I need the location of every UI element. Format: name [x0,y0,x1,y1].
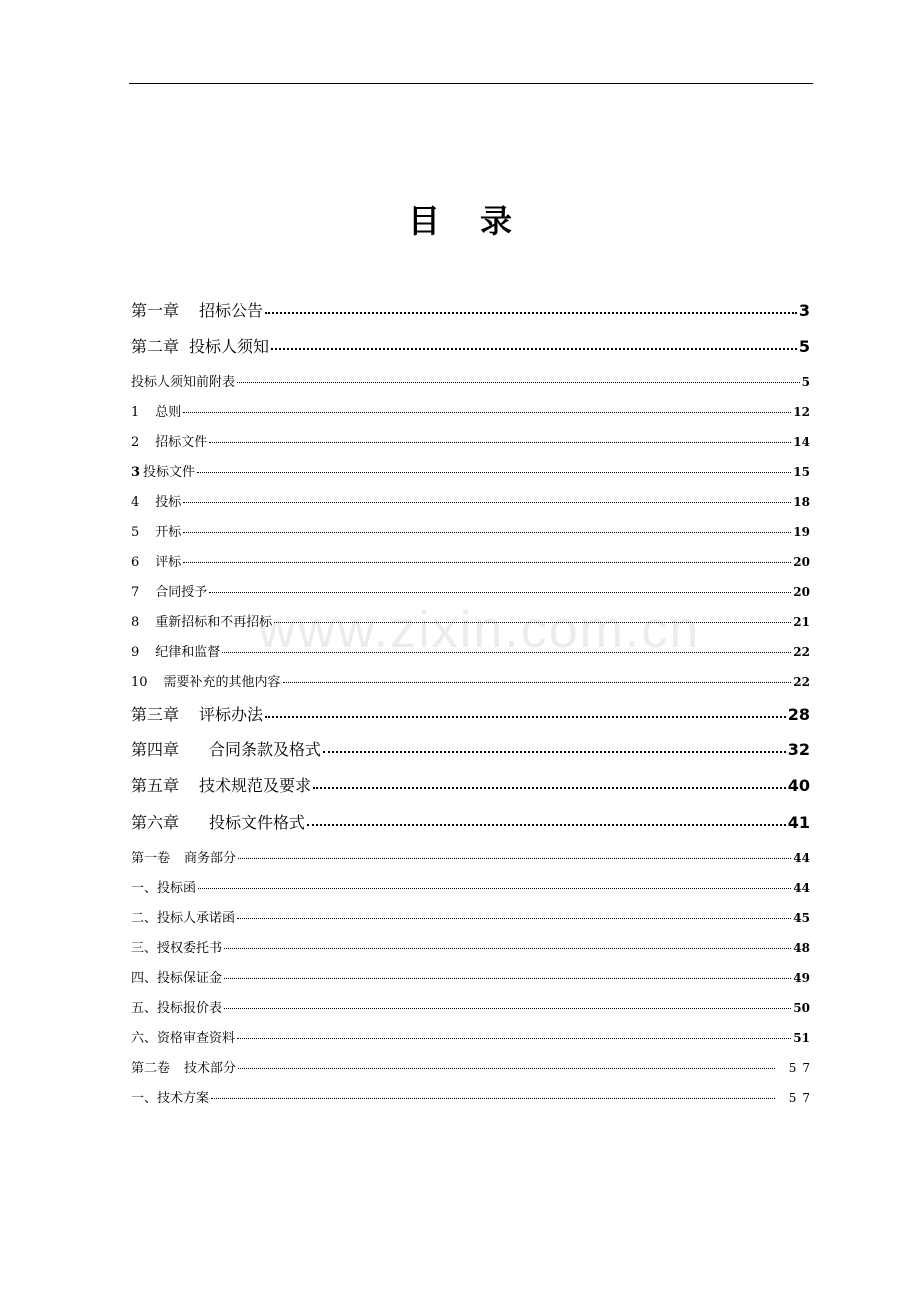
toc-label: 投标 [155,495,182,510]
toc-entry[interactable] [131,641,810,660]
toc-page: 22 [793,675,810,689]
toc-leader [183,412,791,413]
toc-label: 重新招标和不再招标 [155,615,273,630]
toc-page: 15 [793,465,810,479]
toc-leader [237,382,800,383]
toc-label: 商务部分 [184,851,237,866]
toc-entry[interactable] [131,491,810,510]
toc-leader [222,652,791,653]
toc-page: 57 [788,1091,816,1105]
toc-label: 开标 [155,525,182,540]
toc-leader [265,716,786,718]
toc-entry[interactable] [131,401,810,420]
toc-entry[interactable] [131,671,810,690]
toc-page: 3 [798,301,810,320]
toc-entry[interactable] [131,611,810,630]
toc-page: 19 [793,525,810,539]
toc-label: 一、投标函 [131,881,197,896]
page-title [0,196,920,242]
toc-number: 9 [131,645,140,660]
toc-page: 49 [793,971,810,985]
title-char-2: 录 [480,202,513,240]
toc-label: 招标公告 [199,301,264,320]
toc-label: 评标 [155,555,182,570]
toc-page: 18 [793,495,810,509]
toc-leader [307,824,786,826]
toc-entry[interactable] [131,551,810,570]
toc-entry[interactable] [131,371,810,390]
toc-leader [198,888,791,889]
toc-page: 44 [793,851,810,865]
toc-label: 五、投标报价表 [131,1001,223,1016]
toc-entry[interactable] [131,877,810,896]
toc-entry-chapter-3[interactable] [131,702,810,725]
toc-label: 技术规范及要求 [199,776,312,795]
toc-leader [209,442,791,443]
toc-number: 5 [131,525,140,540]
toc-entry[interactable] [131,907,810,926]
toc-number: 10 [131,675,148,690]
toc-label: 三、授权委托书 [131,941,223,956]
header-rule [129,83,813,84]
toc-entry-chapter-4[interactable] [131,737,810,760]
toc-leader [209,592,791,593]
toc-page: 45 [793,911,810,925]
toc-number: 6 [131,555,140,570]
toc-label: 一、技术方案 [131,1091,210,1106]
toc-page: 44 [793,881,810,895]
toc-entry[interactable] [131,1087,816,1106]
toc-page: 14 [793,435,810,449]
toc-label: 六、资格审查资料 [131,1031,236,1046]
toc-page: 21 [793,615,810,629]
toc-number: 第三章 [131,705,180,724]
toc-number: 7 [131,585,140,600]
toc-entry[interactable] [131,521,810,540]
toc-number: 8 [131,615,140,630]
toc-leader [183,562,791,563]
toc-entry[interactable] [131,581,810,600]
toc-number: 第一卷 [131,851,171,866]
toc-leader [183,532,791,533]
toc-entry-chapter-6[interactable] [131,810,810,833]
toc-label: 二、投标人承诺函 [131,911,236,926]
toc-entry[interactable] [131,967,810,986]
toc-entry-chapter-1[interactable] [131,298,810,321]
toc-leader [224,978,791,979]
toc-page: 5 [798,337,810,356]
toc-label: 合同条款及格式 [209,740,322,759]
toc-leader [183,502,791,503]
toc-label: 招标文件 [155,435,208,450]
toc-page: 41 [787,813,810,832]
toc-leader [237,1038,791,1039]
toc-entry-chapter-2[interactable] [131,334,810,357]
toc-leader [271,348,797,350]
toc-label: 四、投标保证金 [131,971,223,986]
toc-number: 3 [131,465,141,480]
toc-number: 第二章 [131,337,180,356]
toc-leader [211,1098,775,1099]
toc-label: 评标办法 [199,705,264,724]
toc-label: 投标人须知 [189,337,270,356]
toc-number: 1 [131,405,140,420]
toc-label: 投标文件格式 [209,813,306,832]
toc-number: 第二卷 [131,1061,171,1076]
toc-page: 5 [801,375,810,389]
toc-page: 48 [793,941,810,955]
toc-page: 57 [788,1061,816,1075]
toc-number: 第五章 [131,776,180,795]
toc-leader [224,1008,791,1009]
toc-label: 总则 [155,405,182,420]
toc-label: 投标文件 [143,465,196,480]
toc-page: 22 [793,645,810,659]
toc-entry[interactable] [131,1027,810,1046]
toc-leader [197,472,791,473]
toc-leader [265,312,797,314]
toc-leader [274,622,791,623]
toc-page: 50 [793,1001,810,1015]
toc-leader [224,948,791,949]
toc-number: 2 [131,435,140,450]
toc-entry[interactable] [131,997,810,1016]
toc-number: 4 [131,495,140,510]
toc-page: 12 [793,405,810,419]
toc-leader [323,751,786,753]
toc-number: 第四章 [131,740,180,759]
toc-label: 合同授予 [155,585,208,600]
toc-leader [237,918,791,919]
toc-leader [283,682,792,683]
toc-page: 51 [793,1031,810,1045]
toc-number: 第六章 [131,813,180,832]
toc-entry[interactable] [131,937,810,956]
title-char-1: 目 [407,202,440,240]
toc-entry[interactable] [131,431,810,450]
toc-page: 20 [793,555,810,569]
toc-page: 32 [787,740,810,759]
toc-entry-chapter-5[interactable] [131,773,810,796]
toc-label: 投标人须知前附表 [131,375,236,390]
toc-label: 技术部分 [184,1061,237,1076]
watermark: www.zixin.com.cn [258,601,701,659]
toc-leader [238,858,791,859]
toc-label: 需要补充的其他内容 [163,675,281,690]
toc-page: 28 [787,705,810,724]
toc-entry-volume-2[interactable] [131,1057,816,1076]
toc-leader [313,787,786,789]
toc-label: 纪律和监督 [155,645,221,660]
toc-page: 20 [793,585,810,599]
toc-entry[interactable] [131,461,810,480]
toc-number: 第一章 [131,301,180,320]
toc-leader [238,1068,775,1069]
toc-page: 40 [787,776,810,795]
toc-entry-volume-1[interactable] [131,847,810,866]
